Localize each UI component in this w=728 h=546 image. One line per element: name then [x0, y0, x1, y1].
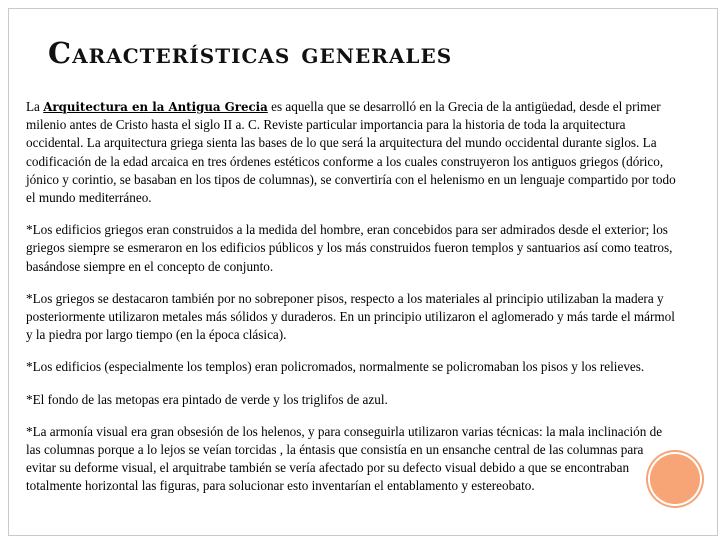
- intro-prefix: La: [26, 99, 44, 114]
- point-paragraph: *Los griegos se destacaron también por no sobreponer pisos, respecto a los materiales al principio utilizaban la madera y posteriormente utilizaron metales más sólidos y duraderos. En un principio utilizaron el aglomerado y más tarde el mármol y la piedra por largo tiempo (en la época clásica).: [26, 290, 675, 343]
- point-paragraph: *Los edificios (especialmente los templos) eran policromados, normalmente se policromaban los pisos y los relieves.: [26, 359, 645, 375]
- intro-paragraph: [26, 98, 676, 207]
- point-paragraph: *La armonía visual era gran obsesión de los helenos, y para conseguirla utilizaron varias técnicas: la mala inclinación de las columnas porque a lo lejos se veían torcidas , la éntasis que consistía en un ensanche central de las columnas para evitar su deforme visual, el arquitrabe también se vería afectado por su defecto visual debido a que se encontraban totalmente horizontal las figuras, para solucionar esto inventarían el entablamento y estereobato.: [26, 423, 663, 494]
- intro-text: es aquella que se desarrolló en la Grecia de la antigüedad, desde el primer milenio antes de Cristo hasta el siglo II a. C. Reviste particular importancia para la historia de toda la arquitectura occidental. La arquitectura griega sienta las bases de lo que será la arquitectura del mundo occidental durante siglos. La codificación de la edad arcaica en tres órdenes estéticos conforme a los cuales construyeron los antiguos griegos (dórico, jónico y corintio, se basaban en los tipos de columnas), se convertiría con el helenismo en un lenguaje compartido por todo el mundo mediterráneo.: [26, 99, 676, 206]
- decorative-circle: [650, 454, 700, 504]
- slide-body: [26, 98, 676, 510]
- slide-title: Características generales: [48, 36, 453, 70]
- arquitectura-grecia-link[interactable]: Arquitectura en la Antigua Grecia: [43, 100, 268, 114]
- point-paragraph: *El fondo de las metopas era pintado de verde y los triglifos de azul.: [26, 391, 388, 407]
- point-paragraph: *Los edificios griegos eran construidos a la medida del hombre, eran concebidos para ser admirados desde el exterior; los griegos siempre se esmeraron en los edificios públicos y los más construidos fueron templos y santuarios así como teatros, basándose siempre en el concepto de conjunto.: [26, 222, 673, 274]
